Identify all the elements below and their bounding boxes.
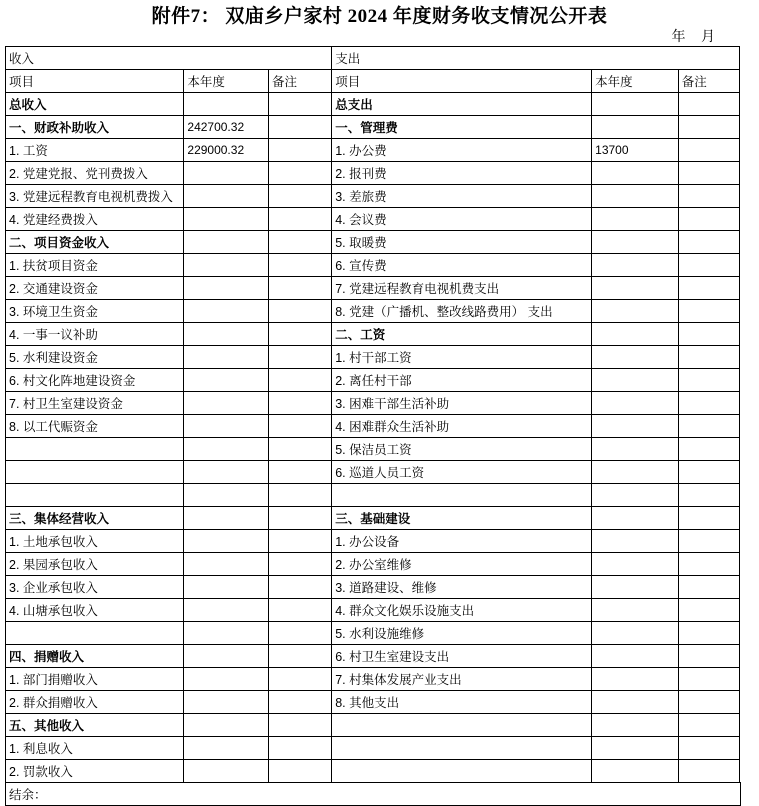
income-note	[269, 185, 332, 208]
income-item: 4. 一事一议补助	[6, 323, 184, 346]
income-item: 2. 罚款收入	[6, 760, 184, 783]
income-value	[184, 484, 269, 507]
expense-note	[678, 277, 739, 300]
income-item: 2. 交通建设资金	[6, 277, 184, 300]
expense-value	[592, 369, 679, 392]
expense-note	[678, 691, 739, 714]
expense-item: 7. 村集体发展产业支出	[332, 668, 592, 691]
total-row	[6, 93, 740, 116]
income-item	[6, 484, 184, 507]
income-note	[269, 645, 332, 668]
expense-value	[592, 208, 679, 231]
total-expense-label: 总支出	[332, 93, 592, 116]
expense-item: 3. 差旅费	[332, 185, 592, 208]
expense-note	[678, 645, 739, 668]
expense-value	[592, 507, 679, 530]
income-item	[6, 461, 184, 484]
table-row	[6, 415, 740, 438]
income-item: 3. 企业承包收入	[6, 576, 184, 599]
income-value	[184, 599, 269, 622]
income-value: 242700.32	[184, 116, 269, 139]
income-value	[184, 714, 269, 737]
expense-group-header: 支出	[332, 47, 740, 70]
header-expense-year: 本年度	[592, 70, 679, 93]
income-value	[184, 737, 269, 760]
expense-note	[678, 507, 739, 530]
expense-value: 13700	[592, 139, 679, 162]
expense-value	[592, 645, 679, 668]
header-income-item: 项目	[6, 70, 184, 93]
income-value	[184, 438, 269, 461]
income-item: 3. 环境卫生资金	[6, 300, 184, 323]
income-value	[184, 622, 269, 645]
income-item: 1. 工资	[6, 139, 184, 162]
title-row	[0, 0, 759, 28]
header-expense-note: 备注	[678, 70, 739, 93]
table-row	[6, 714, 740, 737]
table-row	[6, 622, 740, 645]
expense-note	[678, 438, 739, 461]
income-item: 一、财政补助收入	[6, 116, 184, 139]
expense-value	[592, 622, 679, 645]
expense-note	[678, 737, 739, 760]
income-note	[269, 346, 332, 369]
income-note	[269, 231, 332, 254]
expense-value	[592, 346, 679, 369]
expense-item: 6. 宣传费	[332, 254, 592, 277]
expense-item	[332, 760, 592, 783]
expense-value	[592, 254, 679, 277]
income-value	[184, 530, 269, 553]
income-value	[184, 553, 269, 576]
income-item: 3. 党建远程教育电视机费拨入	[6, 185, 184, 208]
table-row	[6, 208, 740, 231]
date-line: 年 月	[671, 30, 721, 45]
income-value	[184, 576, 269, 599]
income-note	[269, 162, 332, 185]
income-note	[269, 116, 332, 139]
expense-note	[678, 668, 739, 691]
income-value	[184, 507, 269, 530]
expense-item: 8. 其他支出	[332, 691, 592, 714]
expense-item: 4. 会议费	[332, 208, 592, 231]
income-note	[269, 208, 332, 231]
income-value	[184, 346, 269, 369]
income-item: 8. 以工代赈资金	[6, 415, 184, 438]
expense-item: 5. 水利设施维修	[332, 622, 592, 645]
income-note	[269, 553, 332, 576]
income-item: 五、其他收入	[6, 714, 184, 737]
expense-note	[678, 484, 739, 507]
expense-note	[678, 231, 739, 254]
income-note	[269, 507, 332, 530]
table-row	[6, 484, 740, 507]
page-title: 附件7： 双庙乡户家村 2024 年度财务收支情况公开表	[151, 6, 608, 27]
balance-row	[6, 783, 741, 806]
expense-value	[592, 530, 679, 553]
table-row	[6, 530, 740, 553]
income-note	[269, 599, 332, 622]
income-value	[184, 461, 269, 484]
expense-value	[592, 438, 679, 461]
total-income-note	[269, 93, 332, 116]
expense-item: 1. 办公费	[332, 139, 592, 162]
expense-note	[678, 530, 739, 553]
header-expense-item: 项目	[332, 70, 592, 93]
expense-note	[678, 553, 739, 576]
expense-item: 2. 办公室维修	[332, 553, 592, 576]
total-income-label: 总收入	[6, 93, 184, 116]
income-item: 1. 扶贫项目资金	[6, 254, 184, 277]
expense-value	[592, 714, 679, 737]
income-item: 4. 山塘承包收入	[6, 599, 184, 622]
table-row	[6, 553, 740, 576]
table-row	[6, 300, 740, 323]
table-row	[6, 438, 740, 461]
expense-note	[678, 300, 739, 323]
table-row	[6, 668, 740, 691]
income-item: 四、捐赠收入	[6, 645, 184, 668]
income-item: 2. 果园承包收入	[6, 553, 184, 576]
table-row	[6, 346, 740, 369]
expense-note	[678, 139, 739, 162]
table-row	[6, 139, 740, 162]
income-value	[184, 392, 269, 415]
expense-item: 三、基础建设	[332, 507, 592, 530]
table-row	[6, 369, 740, 392]
expense-item: 8. 党建（广播机、整改线路费用） 支出	[332, 300, 592, 323]
table-row	[6, 599, 740, 622]
income-note	[269, 691, 332, 714]
table-row	[6, 162, 740, 185]
income-value	[184, 162, 269, 185]
income-value	[184, 323, 269, 346]
footer-table	[5, 782, 741, 806]
income-item	[6, 622, 184, 645]
income-value	[184, 668, 269, 691]
income-note	[269, 737, 332, 760]
expense-value	[592, 392, 679, 415]
income-value	[184, 185, 269, 208]
total-expense-value	[592, 93, 679, 116]
expense-note	[678, 185, 739, 208]
table-row	[6, 392, 740, 415]
income-value	[184, 231, 269, 254]
expense-value	[592, 553, 679, 576]
income-note	[269, 369, 332, 392]
expense-item: 6. 村卫生室建设支出	[332, 645, 592, 668]
expense-value	[592, 162, 679, 185]
expense-note	[678, 599, 739, 622]
table-row	[6, 645, 740, 668]
expense-item: 3. 困难干部生活补助	[332, 392, 592, 415]
income-item: 7. 村卫生室建设资金	[6, 392, 184, 415]
income-item: 6. 村文化阵地建设资金	[6, 369, 184, 392]
expense-value	[592, 668, 679, 691]
income-value	[184, 277, 269, 300]
income-value	[184, 300, 269, 323]
expense-item: 2. 离任村干部	[332, 369, 592, 392]
income-item: 5. 水利建设资金	[6, 346, 184, 369]
expense-item: 二、工资	[332, 323, 592, 346]
expense-item	[332, 714, 592, 737]
expense-note	[678, 415, 739, 438]
table-row	[6, 231, 740, 254]
expense-note	[678, 346, 739, 369]
table-row	[6, 760, 740, 783]
income-value	[184, 415, 269, 438]
total-expense-note	[678, 93, 739, 116]
expense-item: 1. 村干部工资	[332, 346, 592, 369]
expense-value	[592, 760, 679, 783]
income-note	[269, 438, 332, 461]
income-note	[269, 139, 332, 162]
expense-note	[678, 208, 739, 231]
expense-item: 5. 保洁员工资	[332, 438, 592, 461]
income-note	[269, 300, 332, 323]
expense-value	[592, 300, 679, 323]
expense-value	[592, 277, 679, 300]
expense-item: 1. 办公设备	[332, 530, 592, 553]
expense-value	[592, 415, 679, 438]
column-header-row	[6, 70, 740, 93]
income-value	[184, 208, 269, 231]
expense-value	[592, 231, 679, 254]
expense-value	[592, 691, 679, 714]
expense-value	[592, 116, 679, 139]
income-item: 1. 部门捐赠收入	[6, 668, 184, 691]
expense-note	[678, 392, 739, 415]
expense-note	[678, 622, 739, 645]
expense-value	[592, 576, 679, 599]
expense-note	[678, 461, 739, 484]
table-row	[6, 277, 740, 300]
balance-label: 结余：	[6, 783, 741, 806]
income-value	[184, 760, 269, 783]
expense-item	[332, 484, 592, 507]
table-body	[6, 47, 740, 783]
income-group-header: 收入	[6, 47, 332, 70]
expense-item	[332, 737, 592, 760]
table-row	[6, 691, 740, 714]
income-note	[269, 415, 332, 438]
income-note	[269, 277, 332, 300]
expense-item: 6. 巡道人员工资	[332, 461, 592, 484]
expense-item: 一、管理费	[332, 116, 592, 139]
income-note	[269, 668, 332, 691]
income-note	[269, 576, 332, 599]
income-item: 2. 群众捐赠收入	[6, 691, 184, 714]
income-value	[184, 645, 269, 668]
header-income-year: 本年度	[184, 70, 269, 93]
income-note	[269, 714, 332, 737]
expense-note	[678, 760, 739, 783]
income-note	[269, 254, 332, 277]
income-item: 二、项目资金收入	[6, 231, 184, 254]
table-row	[6, 461, 740, 484]
income-value	[184, 254, 269, 277]
table-row	[6, 576, 740, 599]
income-note	[269, 760, 332, 783]
income-item	[6, 438, 184, 461]
income-note	[269, 484, 332, 507]
income-item: 4. 党建经费拨入	[6, 208, 184, 231]
income-note	[269, 530, 332, 553]
table-row	[6, 116, 740, 139]
expense-item: 7. 党建远程教育电视机费支出	[332, 277, 592, 300]
finance-table	[5, 46, 740, 783]
date-row	[0, 28, 759, 46]
expense-note	[678, 576, 739, 599]
expense-note	[678, 369, 739, 392]
income-item: 1. 土地承包收入	[6, 530, 184, 553]
expense-value	[592, 599, 679, 622]
income-note	[269, 323, 332, 346]
income-value: 229000.32	[184, 139, 269, 162]
expense-value	[592, 185, 679, 208]
expense-item: 4. 困难群众生活补助	[332, 415, 592, 438]
expense-note	[678, 162, 739, 185]
expense-item: 2. 报刊费	[332, 162, 592, 185]
expense-item: 3. 道路建设、维修	[332, 576, 592, 599]
expense-value	[592, 323, 679, 346]
expense-note	[678, 714, 739, 737]
table-row	[6, 507, 740, 530]
income-value	[184, 691, 269, 714]
expense-value	[592, 461, 679, 484]
income-value	[184, 369, 269, 392]
income-item: 三、集体经营收入	[6, 507, 184, 530]
expense-note	[678, 116, 739, 139]
header-income-note: 备注	[269, 70, 332, 93]
expense-value	[592, 737, 679, 760]
total-income-value	[184, 93, 269, 116]
income-note	[269, 392, 332, 415]
table-row	[6, 254, 740, 277]
expense-value	[592, 484, 679, 507]
expense-item: 5. 取暖费	[332, 231, 592, 254]
expense-note	[678, 323, 739, 346]
table-row	[6, 185, 740, 208]
table-row	[6, 323, 740, 346]
income-item: 1. 利息收入	[6, 737, 184, 760]
table-row	[6, 737, 740, 760]
expense-item: 4. 群众文化娱乐设施支出	[332, 599, 592, 622]
expense-note	[678, 254, 739, 277]
group-header-row	[6, 47, 740, 70]
income-item: 2. 党建党报、党刊费拨入	[6, 162, 184, 185]
income-note	[269, 622, 332, 645]
income-note	[269, 461, 332, 484]
